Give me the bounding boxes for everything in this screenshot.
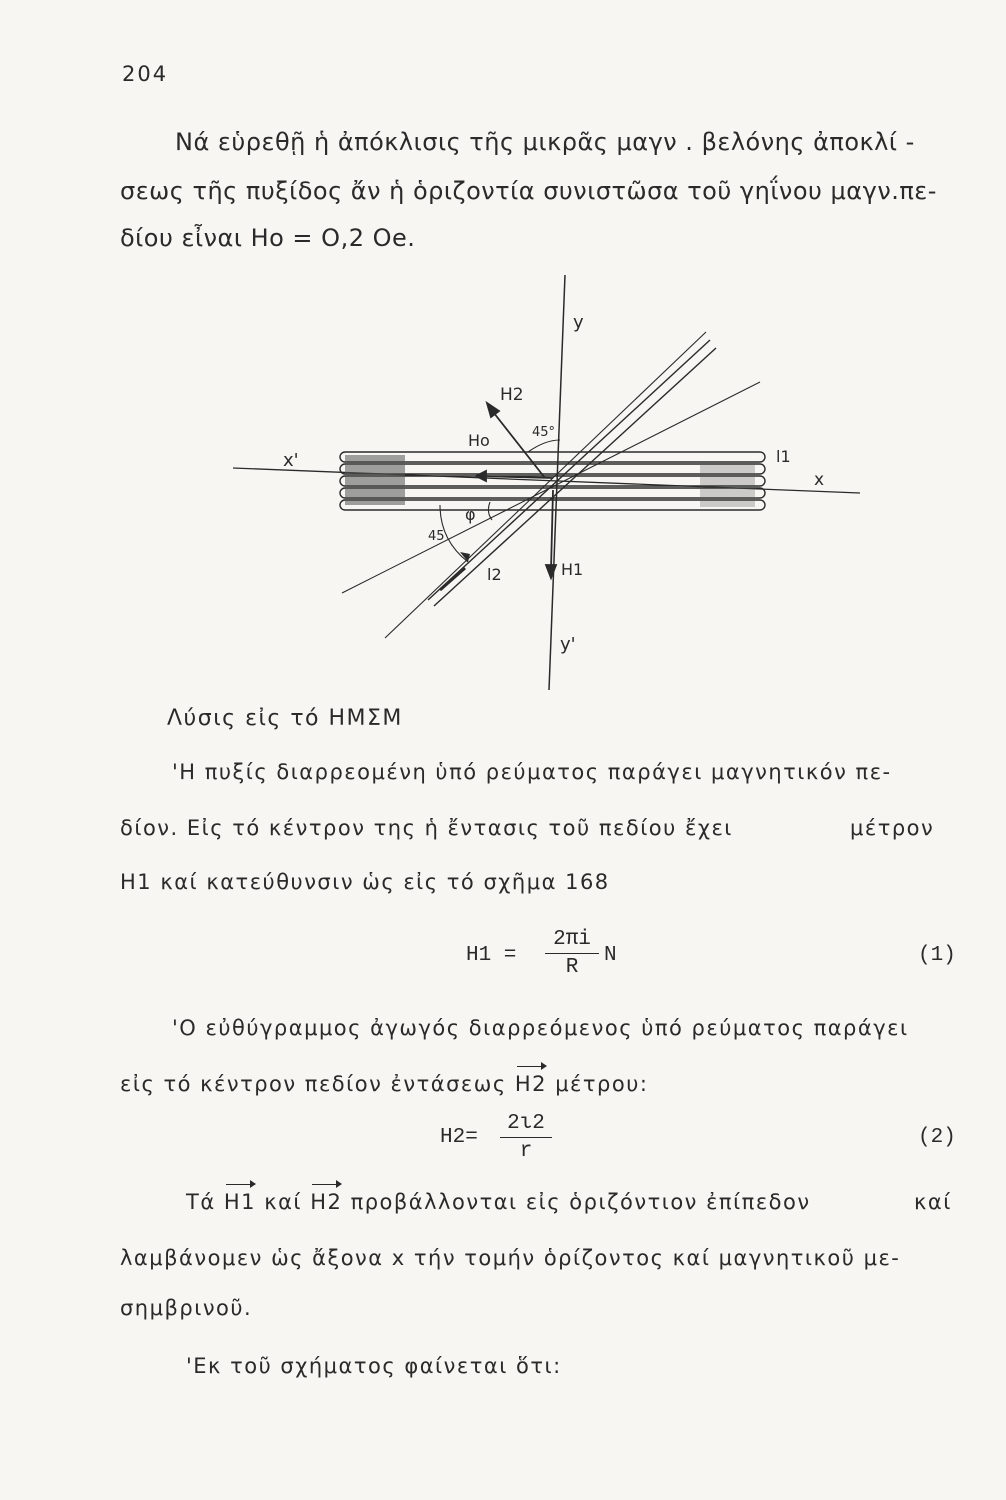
H0-label: Ho bbox=[468, 431, 490, 450]
H2-vector bbox=[490, 408, 545, 478]
p2-line-2a: εἰς τό κέντρον πεδίον ἐντάσεως bbox=[120, 1072, 507, 1096]
x-label: x bbox=[814, 470, 825, 490]
eq1-number: (1) bbox=[918, 944, 956, 967]
p1-line-1: 'Η πυξίς διαρρεομένη ὑπό ρεύματος παράγει μαγνητικόν πε- bbox=[172, 760, 892, 784]
angle-45-left-label: 45 bbox=[428, 529, 445, 544]
x-prime-label: x' bbox=[283, 450, 299, 471]
l1-label: l1 bbox=[776, 447, 791, 466]
eq2-fraction bbox=[500, 1112, 552, 1163]
p1-line-2a: δίον. Εἰς τό κέντρον της ἡ ἔντασις τοῦ πεδίου ἔχει bbox=[120, 816, 733, 840]
H2-label: H2 bbox=[500, 385, 524, 405]
y-axis bbox=[549, 275, 565, 690]
p4-line: 'Εκ τοῦ σχήματος φαίνεται ὅτι: bbox=[186, 1354, 562, 1378]
angle-45-arc bbox=[528, 440, 560, 452]
p1-line-3: H1 καί κατεύθυνσιν ὡς εἰς τό σχῆμα 168 bbox=[120, 870, 610, 894]
H1-vector-symbol: H1 bbox=[223, 1190, 257, 1214]
problem-line-1: Νά εὑρεθῇ ἡ ἀπόκλισις τῆς μικρᾶς μαγν . βελόνης ἀποκλί - bbox=[175, 128, 915, 156]
eq1-fraction bbox=[545, 928, 599, 979]
p3-b: καί bbox=[264, 1190, 303, 1214]
eq1-numerator: 2πi bbox=[553, 928, 591, 951]
H2-vector-symbol-2: H2 bbox=[310, 1190, 343, 1214]
p3-line-1 bbox=[186, 1190, 811, 1214]
eq1-unit: N bbox=[604, 944, 617, 967]
page-number: 204 bbox=[122, 62, 169, 86]
p1-line-2b: μέτρον bbox=[850, 816, 935, 840]
p2-line-2b: μέτρου: bbox=[555, 1072, 649, 1096]
p2-line-1: 'Ο εὐθύγραμμος ἀγωγός διαρρεόμενος ὑπό ρεύματος παράγει bbox=[172, 1016, 909, 1040]
H1-label: H1 bbox=[561, 560, 584, 579]
p3-a: Τά bbox=[186, 1190, 216, 1214]
eq2-numerator: 2ι2 bbox=[507, 1112, 545, 1135]
eq1-denominator: R bbox=[565, 956, 579, 979]
eq2-lhs: H2= bbox=[440, 1126, 478, 1149]
H1-vector bbox=[551, 490, 553, 570]
angle-45-top-label: 45° bbox=[532, 425, 556, 440]
H2-vector-symbol: H2 bbox=[514, 1072, 547, 1096]
p3-c: προβάλλονται εἰς ὁριζόντιον ἐπίπεδον bbox=[350, 1190, 811, 1214]
p3-line-2: λαμβάνομεν ὡς ἄξονα x τήν τομήν ὁρίζοντος καί μαγνητικοῦ με- bbox=[120, 1246, 901, 1270]
l2-label: l2 bbox=[487, 565, 502, 584]
p2-line-2 bbox=[120, 1072, 648, 1096]
y-label: y bbox=[573, 312, 584, 333]
problem-line-2: σεως τῆς πυξίδος ἄν ἡ ὁριζοντία συνιστῶσα τοῦ γηΐνου μαγν.πε- bbox=[120, 177, 937, 205]
phi-label: φ bbox=[465, 505, 476, 524]
solution-heading: Λύσις εἰς τό ΗΜΣΜ bbox=[167, 706, 403, 731]
p3-line-3: σημβρινοῦ. bbox=[120, 1296, 253, 1320]
eq2-number: (2) bbox=[918, 1126, 956, 1149]
compass-field-diagram bbox=[0, 0, 1006, 720]
p3-d: καί bbox=[914, 1190, 952, 1214]
y-prime-label: y' bbox=[560, 634, 576, 655]
eq1-lhs: H1 = bbox=[466, 944, 517, 967]
problem-line-3: δίου εἶναι Ho = O,2 Oe. bbox=[120, 224, 416, 252]
eq2-denominator: r bbox=[519, 1140, 533, 1163]
